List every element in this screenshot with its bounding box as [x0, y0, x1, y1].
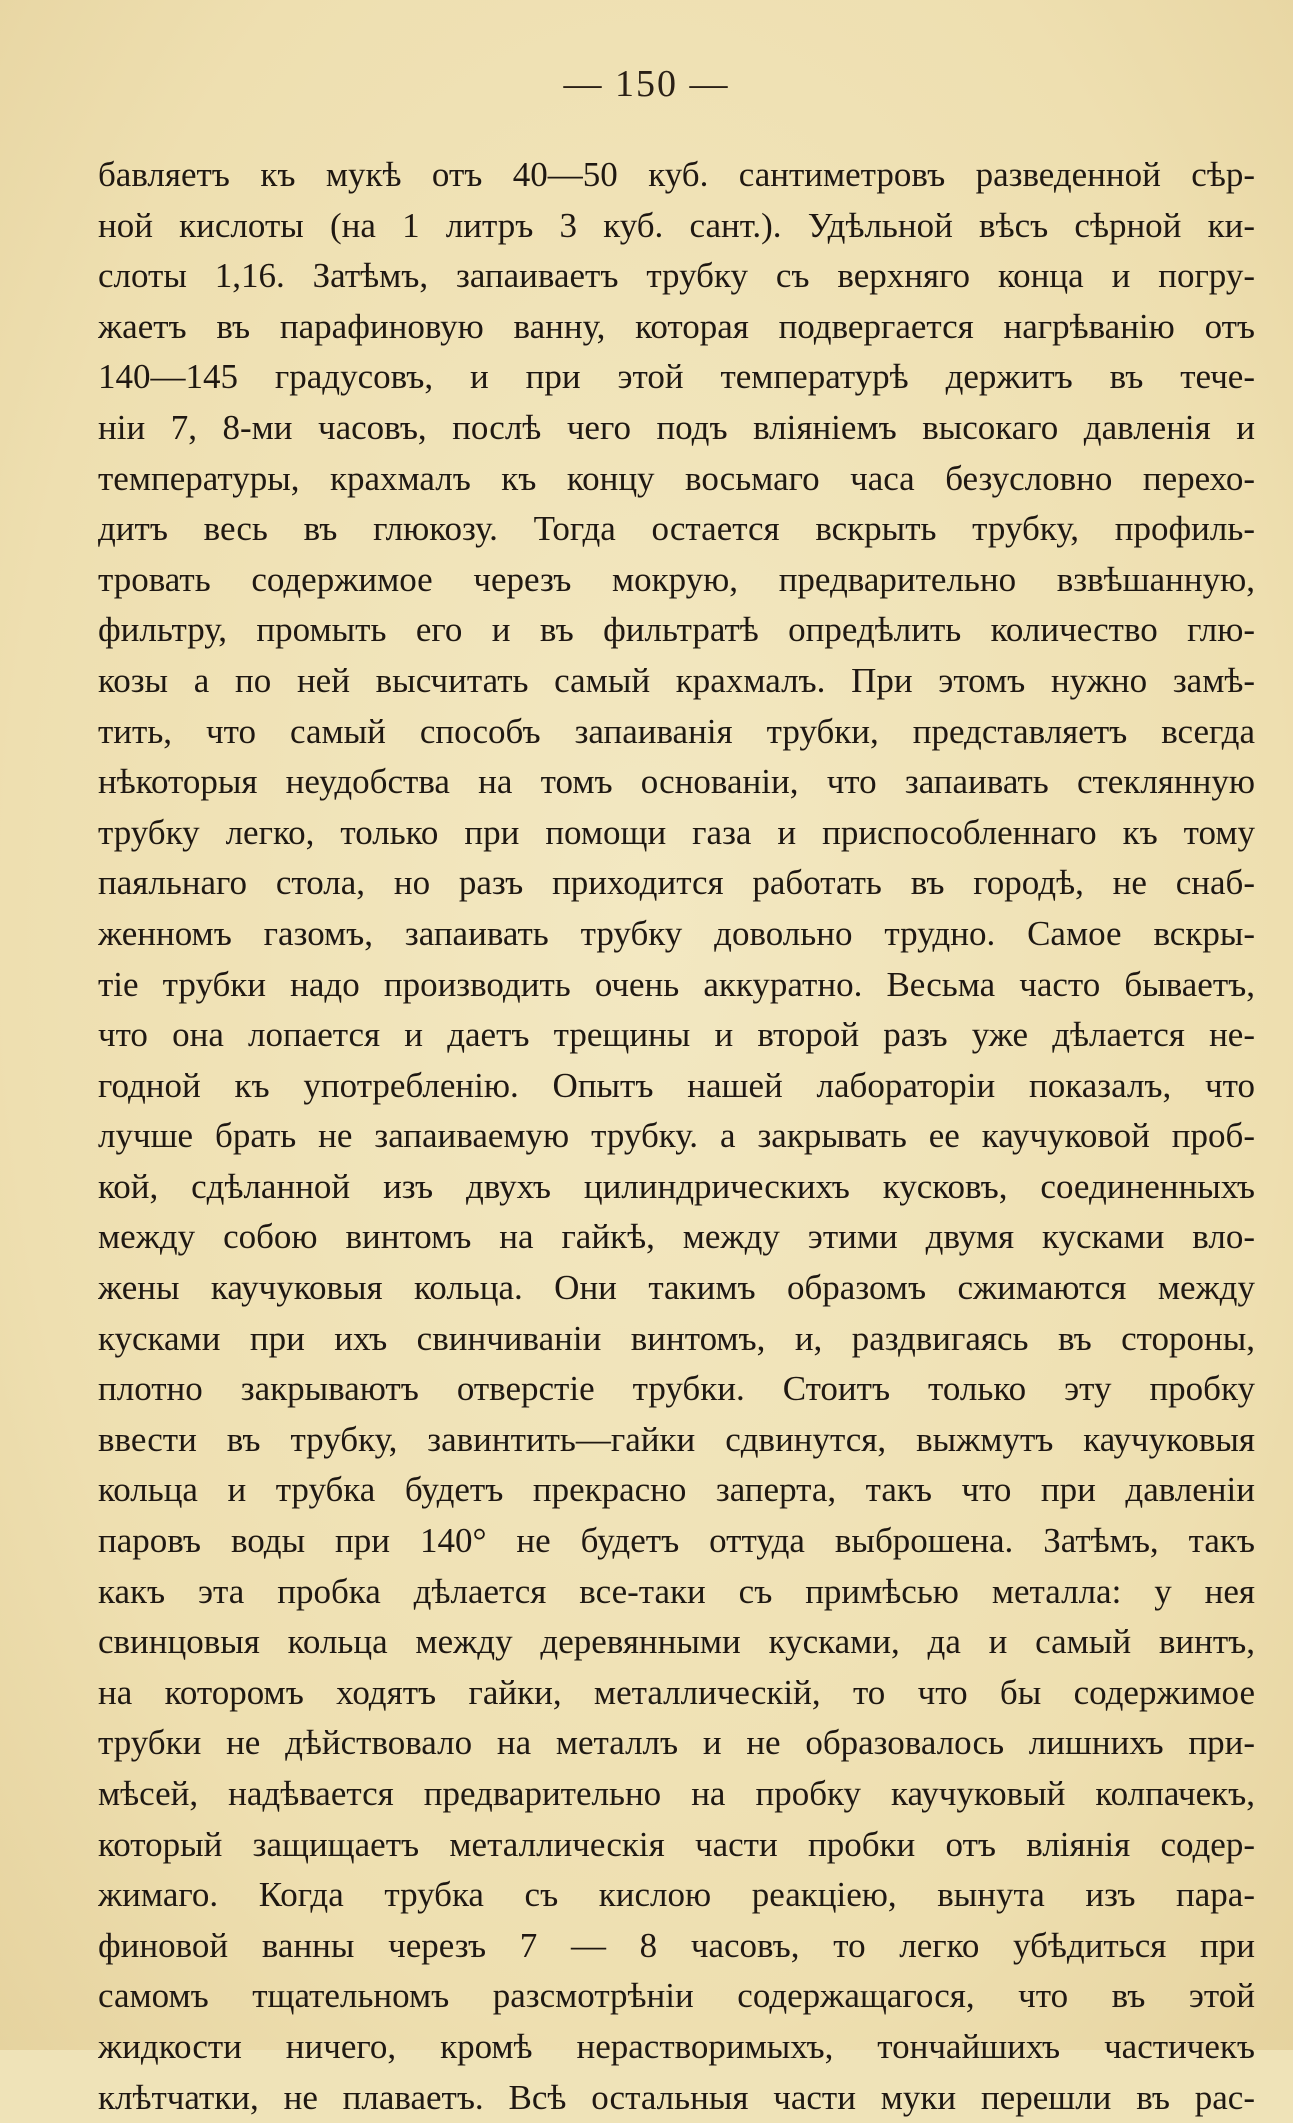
text-line: что она лопается и даетъ трещины и второй разъ уже дѣлается не-	[98, 1015, 1255, 1055]
text-line: жены каучуковыя кольца. Они такимъ образомъ сжимаются между	[98, 1268, 1255, 1308]
text-line: ніи 7, 8-ми часовъ, послѣ чего подъ вліяніемъ высокаго давленія и	[98, 407, 1255, 447]
body-text	[98, 150, 1255, 2123]
text-line: лучше брать не запаиваемую трубку. а закрывать ее каучуковой проб-	[98, 1116, 1255, 1156]
text-line: трубки не дѣйствовало на металлъ и не образовалось лишнихъ при-	[98, 1723, 1255, 1763]
text-line: тровать содержимое черезъ мокрую, предварительно взвѣшанную,	[98, 559, 1255, 599]
text-line: женномъ газомъ, запаивать трубку довольно трудно. Самое вскры-	[98, 913, 1255, 953]
text-line: годной къ употребленію. Опытъ нашей лабораторіи показалъ, что	[98, 1065, 1255, 1105]
text-line: между собою винтомъ на гайкѣ, между этими двумя кусками вло-	[98, 1217, 1255, 1257]
text-line: тить, что самый способъ запаиванія трубки, представляетъ всегда	[98, 711, 1255, 751]
text-line: который защищаетъ металлическія части пробки отъ вліянія содер-	[98, 1824, 1255, 1864]
page-number: — 150 —	[563, 63, 730, 105]
text-line: кольца и трубка будетъ прекрасно заперта, такъ что при давленіи	[98, 1470, 1255, 1510]
text-line: козы а по ней высчитать самый крахмалъ. При этомъ нужно замѣ-	[98, 660, 1255, 700]
text-line: свинцовыя кольца между деревянными кусками, да и самый винтъ,	[98, 1622, 1255, 1662]
text-line: жидкости ничего, кромѣ нерастворимыхъ, тончайшихъ частичекъ	[98, 2026, 1255, 2066]
text-line: мѣсей, надѣвается предварительно на пробку каучуковый колпачекъ,	[98, 1774, 1255, 1813]
text-line: паяльнаго стола, но разъ приходится работать въ городѣ, не снаб-	[98, 863, 1255, 903]
text-line: 140—145 градусовъ, и при этой температурѣ держитъ въ тече-	[98, 357, 1255, 397]
text-line: клѣтчатки, не плаваетъ. Всѣ остальныя части муки перешли въ рас-	[98, 2077, 1255, 2117]
text-line: паровъ воды при 140° не будетъ оттуда выброшена. Затѣмъ, такъ	[98, 1521, 1255, 1561]
text-line: ной кислоты (на 1 литръ 3 куб. сант.). Удѣльной вѣсъ сѣрной ки-	[98, 205, 1255, 245]
text-line: жаетъ въ парафиновую ванну, которая подвергается нагрѣванію отъ	[98, 306, 1255, 346]
text-line: какъ эта пробка дѣлается все-таки съ примѣсью металла: у нея	[98, 1571, 1255, 1611]
text-line: бавляетъ къ мукѣ отъ 40—50 куб. сантиметровъ разведенной сѣр-	[98, 155, 1255, 194]
text-line: ввести въ трубку, завинтить—гайки сдвинутся, выжмутъ каучуковыя	[98, 1419, 1255, 1459]
text-line: на которомъ ходятъ гайки, металлическій, то что бы содержимое	[98, 1672, 1255, 1712]
text-line: кусками при ихъ свинчиваніи винтомъ, и, раздвигаясь въ стороны,	[98, 1318, 1255, 1358]
text-line: кой, сдѣланной изъ двухъ цилиндрическихъ кусковъ, соединенныхъ	[98, 1166, 1255, 1206]
text-line: самомъ тщательномъ разсмотрѣніи содержащагося, что въ этой	[98, 1976, 1255, 2016]
text-line: температуры, крахмалъ къ концу восьмаго часа безусловно перехо-	[98, 458, 1255, 498]
text-line: фильтру, промыть его и въ фильтратѣ опредѣлить количество глю-	[98, 610, 1255, 650]
text-line: слоты 1,16. Затѣмъ, запаиваетъ трубку съ верхняго конца и погру-	[98, 256, 1255, 296]
text-line: дитъ весь въ глюкозу. Тогда остается вскрыть трубку, профиль-	[98, 509, 1255, 549]
text-line: тіе трубки надо производить очень аккуратно. Весьма часто бываетъ,	[98, 964, 1255, 1004]
text-line: трубку легко, только при помощи газа и приспособленнаго къ тому	[98, 812, 1255, 852]
text-line: нѣкоторыя неудобства на томъ основаніи, что запаивать стеклянную	[98, 762, 1255, 802]
text-line: плотно закрываютъ отверстіе трубки. Стоитъ только эту пробку	[98, 1369, 1255, 1409]
text-line: финовой ванны черезъ 7 — 8 часовъ, то легко убѣдиться при	[98, 1925, 1255, 1965]
text-line: жимаго. Когда трубка съ кислою реакціею, вынута изъ пара-	[98, 1875, 1255, 1915]
